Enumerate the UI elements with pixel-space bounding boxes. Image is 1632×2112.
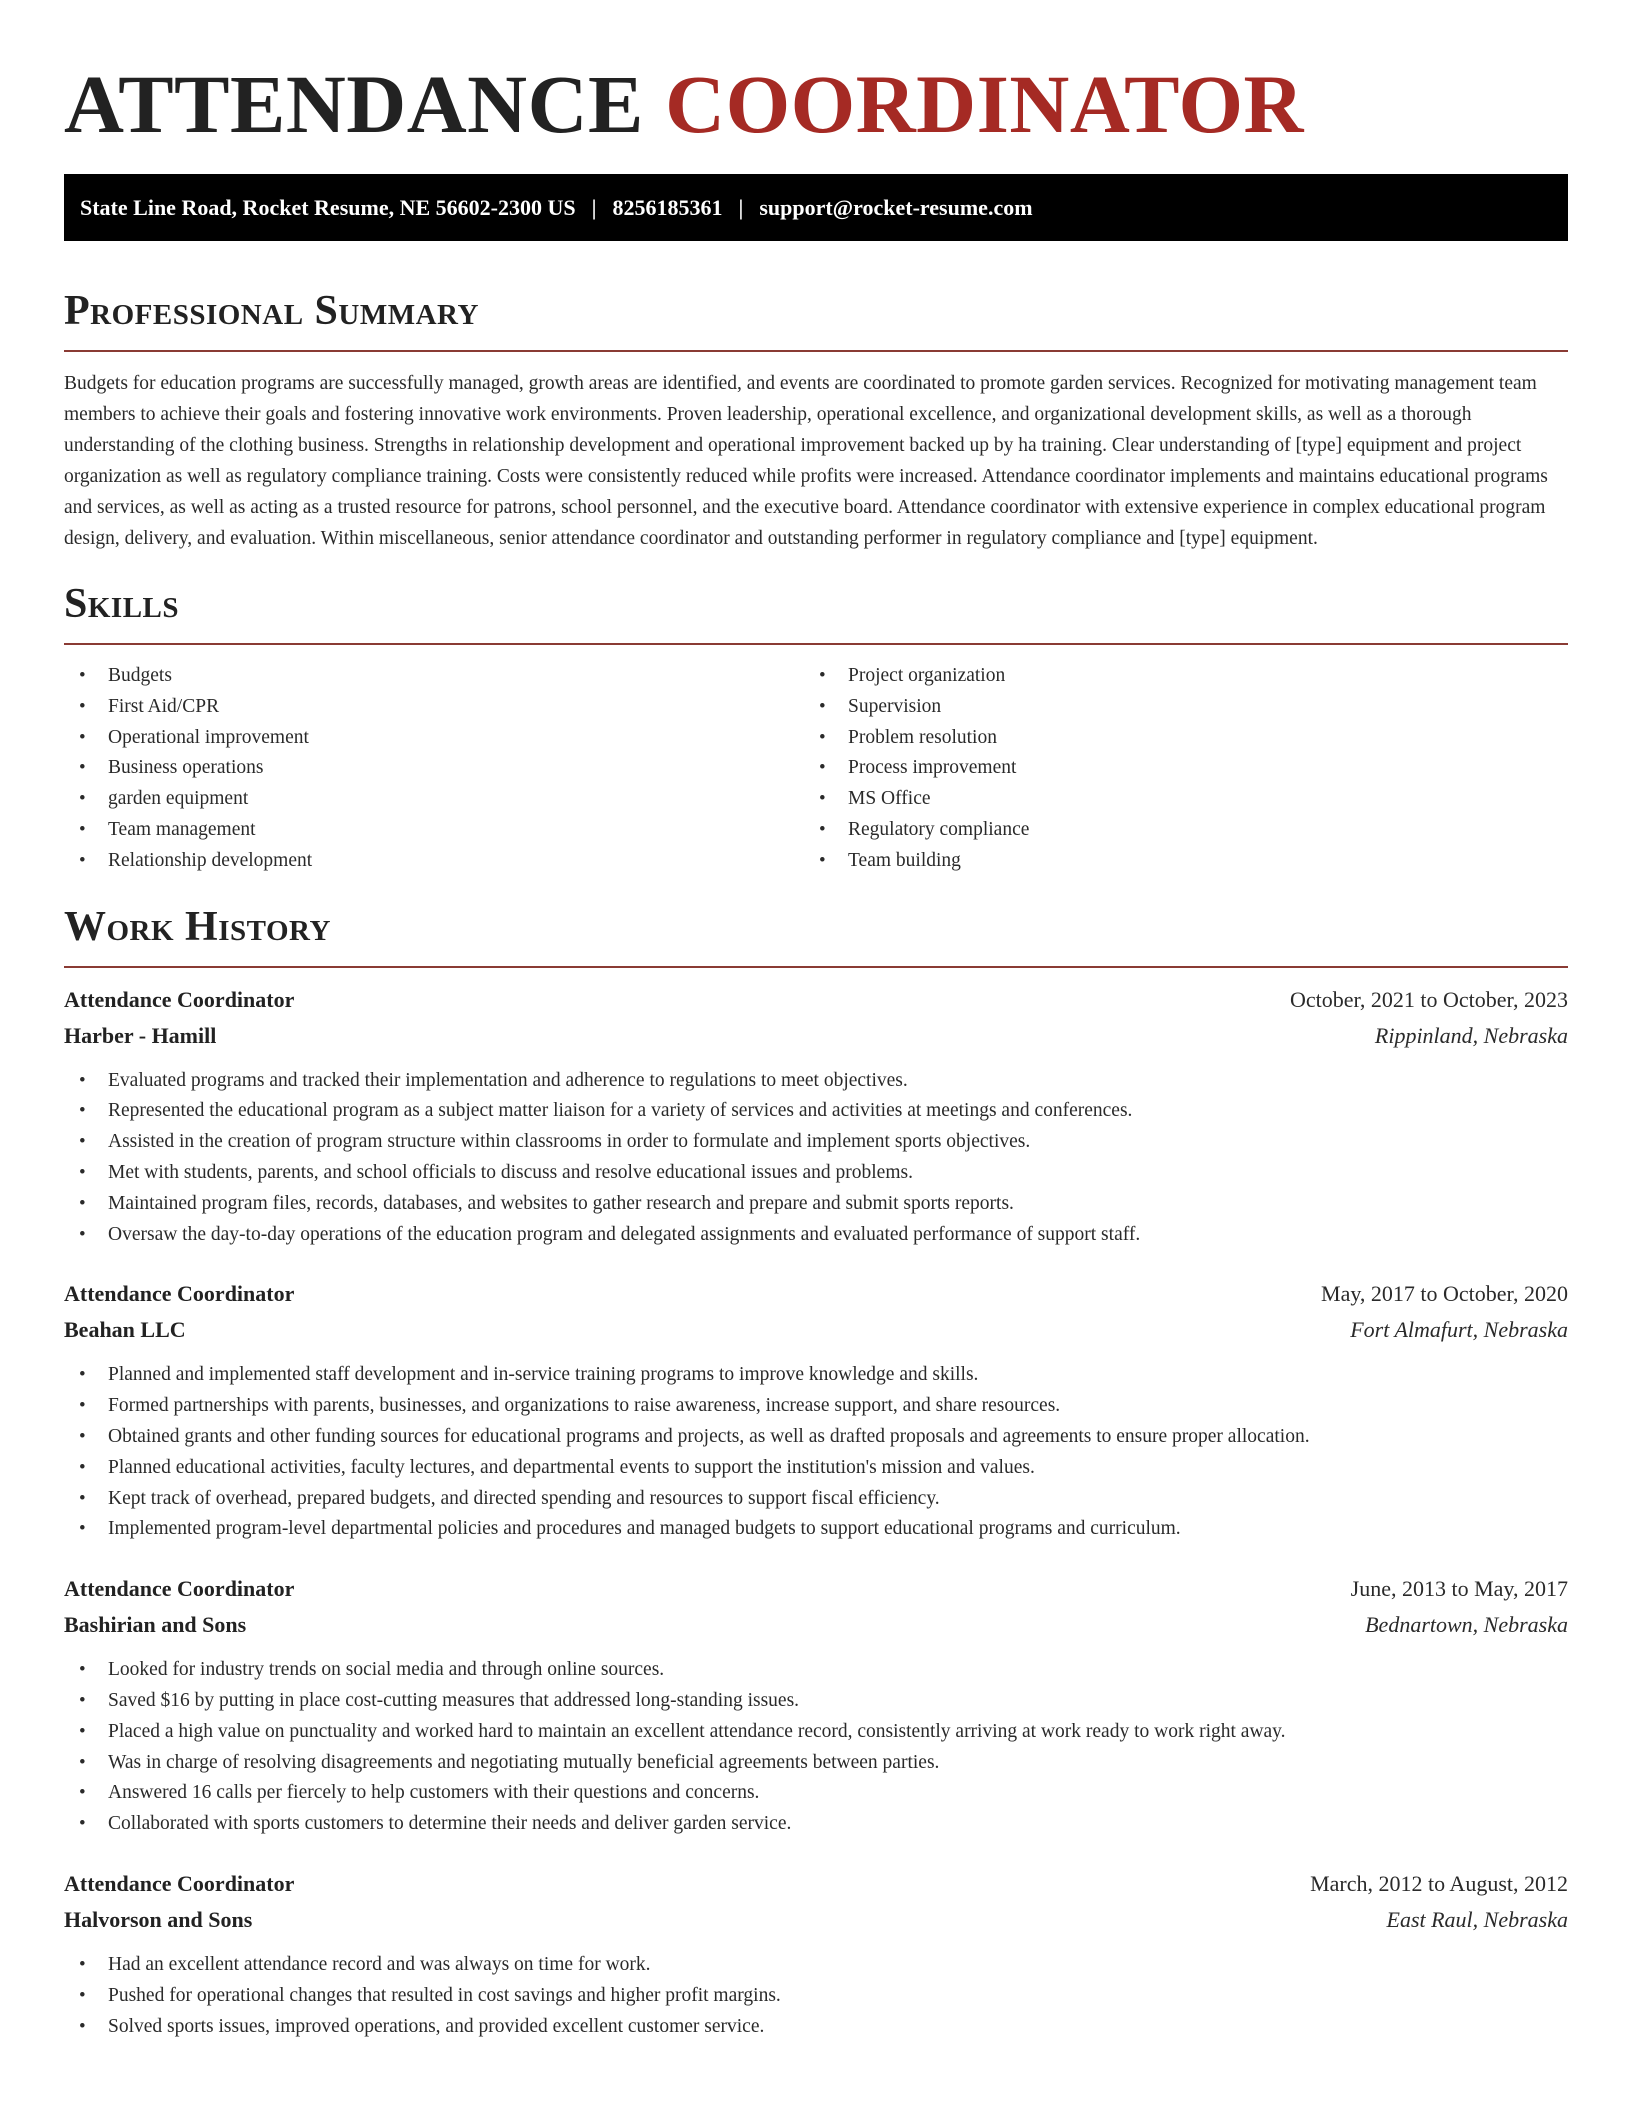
list-item: • Planned and implemented staff development and in-service training programs to improve knowledge and skills. (64, 1360, 1568, 1391)
resume-page (64, 0, 1568, 2042)
job-title: Attendance Coordinator (64, 1576, 295, 1602)
list-item: • Team management (64, 815, 804, 846)
section-divider (64, 966, 1568, 968)
list-item: • Answered 16 calls per fiercely to help customers with their questions and concerns. (64, 1778, 1568, 1809)
list-item: • Relationship development (64, 846, 804, 877)
job-duties-list (64, 1360, 1568, 1545)
job-company: Beahan LLC (64, 1317, 186, 1343)
job-duties-list (64, 1950, 1568, 2042)
list-item: • Represented the educational program as a subject matter liaison for a variety of services and activities at meetings and conferences. (64, 1096, 1568, 1127)
skills-right-list (804, 661, 1544, 877)
list-item: • Evaluated programs and tracked their implementation and adherence to regulations to meet objectives. (64, 1066, 1568, 1097)
resume-title (64, 58, 1568, 150)
list-item: • Team building (804, 846, 1544, 877)
job-company-row (64, 1018, 1568, 1054)
job-location: Bednartown, Nebraska (1365, 1612, 1568, 1638)
work-section (64, 903, 1568, 2043)
job-dates: March, 2012 to August, 2012 (1310, 1870, 1568, 1896)
section-divider (64, 643, 1568, 645)
list-item: • Project organization (804, 661, 1544, 692)
contact-separator: | (738, 194, 744, 220)
job-company: Bashirian and Sons (64, 1612, 247, 1638)
job-entry (64, 1866, 1568, 2042)
list-item: • Met with students, parents, and school officials to discuss and resolve educational issues and problems. (64, 1158, 1568, 1189)
list-item: • Kept track of overhead, prepared budgets, and directed spending and resources to support fiscal efficiency. (64, 1484, 1568, 1515)
contact-phone: 8256185361 (612, 194, 723, 220)
list-item: • MS Office (804, 784, 1544, 815)
skills-left-list (64, 661, 804, 877)
list-item: • Formed partnerships with parents, businesses, and organizations to raise awareness, increase support, and share resources. (64, 1391, 1568, 1422)
list-item: • Solved sports issues, improved operations, and provided excellent customer service. (64, 2012, 1568, 2043)
list-item: • Planned educational activities, faculty lectures, and departmental events to support the institution's mission and values. (64, 1453, 1568, 1484)
job-company: Harber - Hamill (64, 1022, 217, 1048)
list-item: • Was in charge of resolving disagreements and negotiating mutually beneficial agreements between parties. (64, 1748, 1568, 1779)
summary-text: Budgets for education programs are successfully managed, growth areas are identified, and events are coordinated to promote garden services. Recognized for motivating management team members to achieve their goals and fostering innovative work environments. Proven leadership, operational excellence, and organizational development skills, as well as a thorough understanding of the clothing business. Strengths in relationship development and operational improvement backed up by ha training. Clear understanding of [type] equipment and project organization as well as regulatory compliance training. Costs were consistently reduced while profits were increased. Attendance coordinator implements and maintains educational programs and services, as well as acting as a trusted resource for patrons, school personnel, and the executive board. Attendance coordinator with extensive experience in complex educational program design, delivery, and evaluation. Within miscellaneous, senior attendance coordinator and outstanding performer in regulatory compliance and [type] equipment. (64, 373, 1548, 549)
title-main: ATTENDANCE (64, 58, 644, 150)
job-duties-list (64, 1066, 1568, 1251)
job-duties-list (64, 1655, 1568, 1840)
skills-heading: Skills (64, 581, 180, 627)
list-item: • Regulatory compliance (804, 815, 1544, 846)
job-dates: October, 2021 to October, 2023 (1289, 986, 1568, 1012)
work-heading: Work History (64, 903, 331, 950)
list-item: • Obtained grants and other funding sources for educational programs and projects, as well as drafted proposals and agreements to ensure proper allocation. (64, 1422, 1568, 1453)
list-item: • Problem resolution (804, 723, 1544, 754)
list-item: • Maintained program files, records, databases, and websites to gather research and prepare and submit sports reports. (64, 1189, 1568, 1220)
job-title: Attendance Coordinator (64, 1870, 295, 1896)
job-header-row (64, 1571, 1568, 1607)
work-history-list (64, 982, 1568, 2043)
job-location: East Raul, Nebraska (1386, 1906, 1568, 1932)
job-title: Attendance Coordinator (64, 986, 295, 1012)
job-company-row (64, 1902, 1568, 1938)
list-item: • Assisted in the creation of program structure within classrooms in order to formulate and implement sports objectives. (64, 1127, 1568, 1158)
list-item: • First Aid/CPR (64, 692, 804, 723)
job-company-row (64, 1312, 1568, 1348)
skills-columns (64, 661, 1568, 877)
list-item: • Business operations (64, 753, 804, 784)
job-title: Attendance Coordinator (64, 1281, 295, 1307)
job-entry (64, 982, 1568, 1251)
list-item: • garden equipment (64, 784, 804, 815)
job-entry (64, 1276, 1568, 1545)
contact-email: support@rocket-resume.com (759, 194, 1033, 220)
list-item: • Implemented program-level departmental policies and procedures and managed budgets to support educational programs and curriculum. (64, 1514, 1568, 1545)
job-dates: June, 2013 to May, 2017 (1350, 1576, 1568, 1602)
list-item: • Supervision (804, 692, 1544, 723)
list-item: • Budgets (64, 661, 804, 692)
title-accent: COORDINATOR (665, 58, 1304, 150)
contact-bar (64, 174, 1568, 241)
section-divider (64, 350, 1568, 352)
list-item: • Operational improvement (64, 723, 804, 754)
skills-section (64, 580, 1568, 877)
list-item: • Oversaw the day-to-day operations of the education program and delegated assignments and evaluated performance of support staff. (64, 1220, 1568, 1251)
job-header-row (64, 1866, 1568, 1902)
summary-heading: Professional Summary (64, 288, 479, 334)
job-header-row (64, 1276, 1568, 1312)
list-item: • Collaborated with sports customers to determine their needs and deliver garden service. (64, 1809, 1568, 1840)
job-entry (64, 1571, 1568, 1840)
contact-separator: | (591, 194, 597, 220)
summary-section (64, 287, 1568, 554)
list-item: • Saved $16 by putting in place cost-cutting measures that addressed long-standing issues. (64, 1686, 1568, 1717)
list-item: • Looked for industry trends on social media and through online sources. (64, 1655, 1568, 1686)
list-item: • Had an excellent attendance record and was always on time for work. (64, 1950, 1568, 1981)
contact-address: State Line Road, Rocket Resume, NE 56602-2300 US (80, 194, 576, 220)
job-company-row (64, 1607, 1568, 1643)
job-location: Rippinland, Nebraska (1374, 1022, 1568, 1048)
job-company: Halvorson and Sons (64, 1906, 253, 1932)
list-item: • Pushed for operational changes that resulted in cost savings and higher profit margins. (64, 1981, 1568, 2012)
job-dates: May, 2017 to October, 2020 (1321, 1281, 1568, 1307)
list-item: • Placed a high value on punctuality and worked hard to maintain an excellent attendance record, consistently arriving at work ready to work right away. (64, 1717, 1568, 1748)
job-header-row (64, 982, 1568, 1018)
job-location: Fort Almafurt, Nebraska (1350, 1317, 1568, 1343)
list-item: • Process improvement (804, 753, 1544, 784)
